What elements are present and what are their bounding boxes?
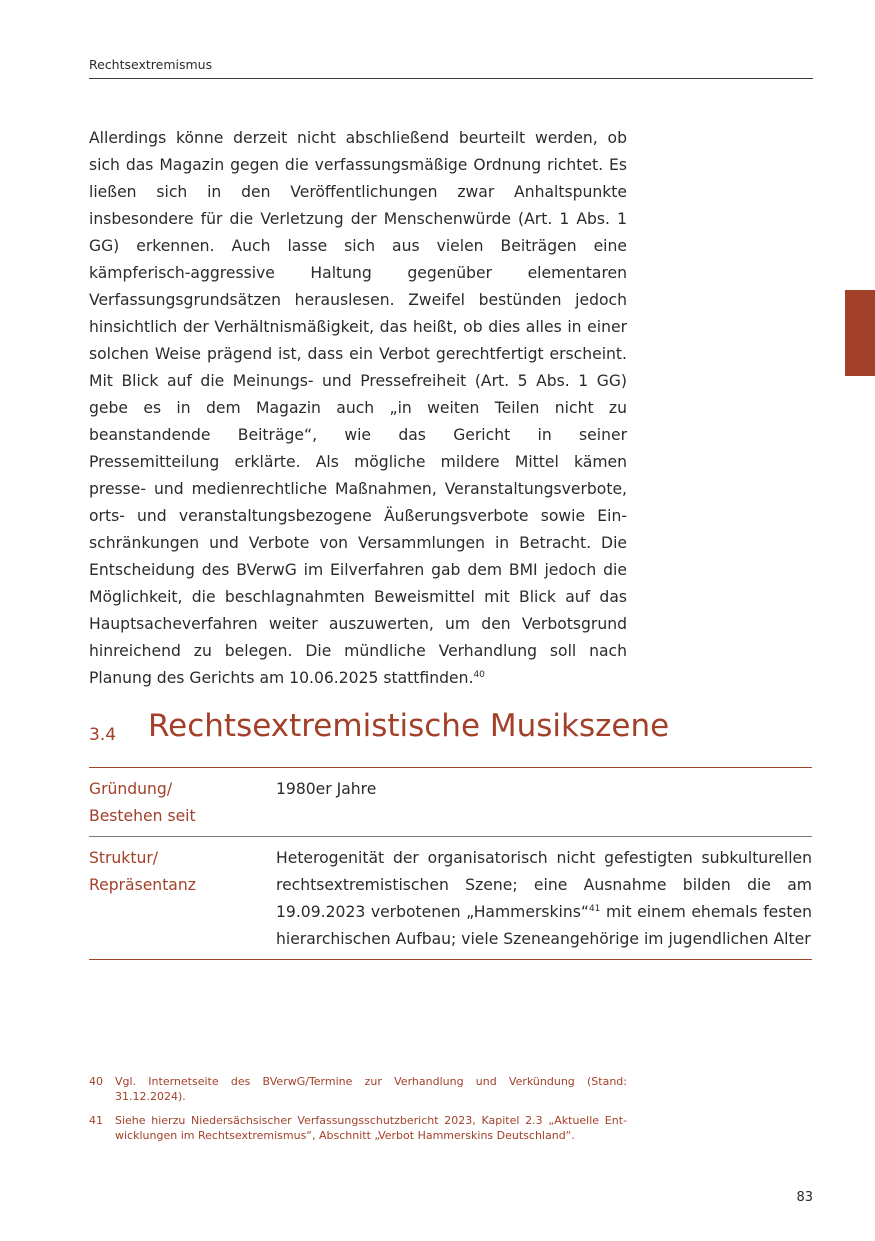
- footnote-text: Siehe hierzu Niedersächsischer Verfassungsschutzbericht 2023, Kapitel 2.3 „Aktuelle Entwicklungen im Rechtsextremismus“, Abschnitt „Verbot Hammerskins Deutschland“.: [115, 1114, 627, 1142]
- row-value-founding-text: 1980er Jahre: [276, 780, 377, 798]
- body-paragraph: [89, 125, 627, 692]
- section-number: 3.4: [89, 725, 117, 745]
- row-value-structure-text-1: Heterogenität der organisatorisch nicht gefestigten subkulturellen rechtsextremistischen Szene; eine Ausnahme bilden die am 19.09.2023 verbotenen „Hammerskins“: [276, 849, 812, 921]
- section-title: Rechtsextremistische Musikszene: [148, 708, 670, 744]
- section-heading: [89, 708, 813, 752]
- footnote-ref-41[interactable]: 41: [588, 903, 601, 914]
- running-header: Rechtsextremismus: [89, 57, 813, 79]
- footnote-number: 41: [89, 1114, 103, 1127]
- row-label-structure: Struktur/ Repräsentanz: [89, 849, 196, 894]
- footnote-41: [89, 1114, 627, 1143]
- footnote-ref-40[interactable]: 40: [473, 669, 485, 680]
- footnote-number: 40: [89, 1075, 103, 1088]
- row-label-founding: Gründung/ Bestehen seit: [89, 780, 196, 825]
- table-row-founding: [89, 768, 812, 837]
- row-value-structure-text-2: mit einem ehemals festen hierarchischen Aufbau; viele Szeneangehörige im jugendlichen Alter: [276, 903, 812, 948]
- facts-table: [89, 767, 812, 960]
- table-row-structure: [89, 837, 812, 960]
- row-value-structure: [276, 845, 812, 953]
- chapter-thumb-tab: [845, 290, 875, 376]
- body-paragraph-text: Allerdings könne derzeit nicht abschließend beurteilt werden, ob sich das Magazin gegen die verfassungsmäßige Ordnung richtet. Es ließen sich in den Veröffentlichungen zwar Anhaltspunkte insbesondere für die Verletzung der Menschenwürde (Art. 1 Abs. 1 GG) erkennen. Auch lasse sich aus vielen Beiträgen eine kämpferisch-aggressive Haltung gegenüber elementaren Verfassungsgrundsätzen herauslesen. Zweifel bestünden jedoch hinsichtlich der Verhältnismäßigkeit, das heißt, ob dies alles in einer solchen Weise prägend ist, dass ein Verbot gerechtfertigt erscheint. Mit Blick auf die Meinungs- und Pressefreiheit (Art. 5 Abs. 1 GG) gebe es in dem Magazin auch „in weiten Teilen nicht zu beanstandende Beiträge“, wie das Gericht in seiner Pressemitteilung erklärte. Als mögliche mildere Mittel kämen presse- und medienrechtliche Maßnahmen, Veranstaltungsverbote, orts- und veranstaltungsbezogene Äußerungsverbote sowie Einschränkungen und Verbote von Versammlungen in Betracht. Die Entscheidung des BVerwG im Eilverfahren gab dem BMI jedoch die Möglichkeit, die beschlagnahmten Beweismittel mit Blick auf das Hauptsacheverfahren weiter auszuwerten, um den Verbotsgrund hinreichend zu belegen. Die mündliche Verhandlung soll nach Planung des Gerichts am 10.06.2025 stattfinden.: [89, 129, 627, 687]
- page-number: 83: [796, 1190, 813, 1205]
- row-value-founding: [276, 776, 812, 830]
- footnote-text: Vgl. Internetseite des BVerwG/Termine zur Verhandlung und Verkündung (Stand: 31.12.2024).: [115, 1075, 627, 1103]
- footnote-40: [89, 1075, 627, 1104]
- footnotes: [89, 1075, 627, 1153]
